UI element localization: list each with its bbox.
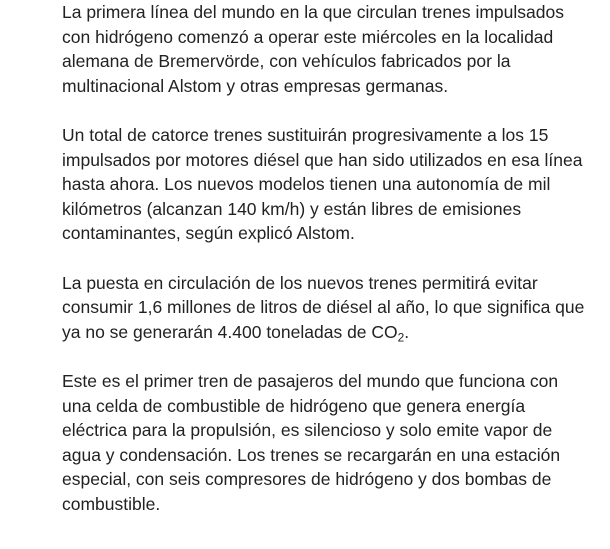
paragraph-3 xyxy=(62,271,592,345)
paragraph-4: Este es el primer tren de pasajeros del mundo que funciona con una celda de combustible de hidrógeno que genera energía eléctrica para la propulsión, es silencioso y solo emite vapor de agua y condensación. Los trenes se recargarán en una estación especial, con seis compresores de hidrógeno y dos bombas de combustible. xyxy=(62,370,561,514)
co2-subscript: 2 xyxy=(397,330,405,345)
article-body xyxy=(62,0,592,541)
paragraph-3-end: . xyxy=(404,321,410,342)
paragraph-3-text: La puesta en circulación de los nuevos trenes permitirá evitar consumir 1,6 millones de litros de diésel al año, lo que significa que ya no se generarán 4.400 toneladas de CO xyxy=(62,272,585,342)
paragraph-2: Un total de catorce trenes sustituirán progresivamente a los 15 impulsados por motores diésel que han sido utilizados en esa línea hasta ahora. Los nuevos modelos tienen una autonomía de mil kilómetros (alcanzan 140 km/h) y están libres de emisiones contaminantes, según explicó Alstom. xyxy=(62,124,583,244)
paragraph-1: La primera línea del mundo en la que circulan trenes impulsados con hidrógeno comenzó a operar este miércoles en la localidad alemana de Bremervörde, con vehículos fabricados por la multinacional Alstom y otras empresas germanas. xyxy=(62,2,564,96)
